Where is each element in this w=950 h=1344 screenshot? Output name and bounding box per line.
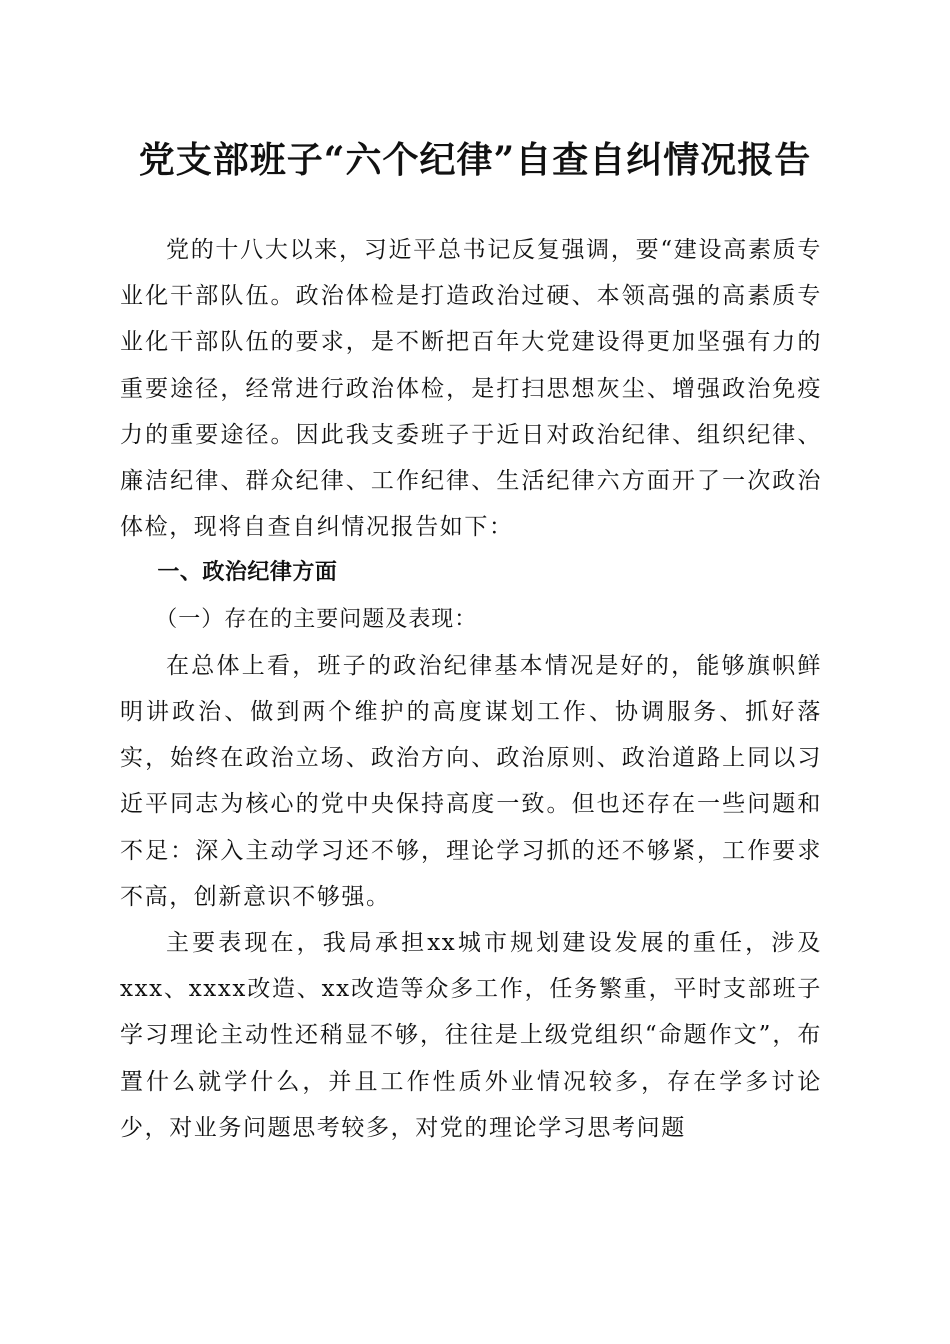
section1-paragraph-overview: 在总体上看，班子的政治纪律基本情况是好的，能够旗帜鲜明讲政治、做到两个维护的高度谋划工作、协调服务、抓好落实，始终在政治立场、政治方向、政治原则、政治道路上同以习近平同志为核心的党中央保持高度一致。但也还存在一些问题和不足：深入主动学习还不够，理论学习抓的还不够紧，工作要求不高，创新意识不够强。 (120, 652, 822, 910)
document-body (120, 227, 822, 1151)
intro-paragraph: 党的十八大以来，习近平总书记反复强调，要“建设高素质专业化干部队伍。政治体检是打造政治过硬、本领高强的高素质专业化干部队伍的要求，是不断把百年大党建设得更加坚强有力的重要途径，经常进行政治体检，是打扫思想灰尘、增强政治免疫力的重要途径。因此我支委班子于近日对政治纪律、组织纪律、廉洁纪律、群众纪律、工作纪律、生活纪律六方面开了一次政治体检，现将自查自纠情况报告如下： (120, 237, 822, 541)
section1-paragraph-manifestations: 主要表现在，我局承担xx城市规划建设发展的重任，涉及xxx、xxxx改造、xx改造等众多工作，任务繁重，平时支部班子学习理论主动性还稍显不够，往往是上级党组织“命题作文”，布置什么就学什么，并且工作性质外业情况较多，存在学多讨论少，对业务问题思考较多，对党的理论学习思考问题 (120, 930, 822, 1141)
subsection-heading-main-problems: （一）存在的主要问题及表现： (155, 606, 478, 632)
document-title: 党支部班子“六个纪律”自查自纠情况报告 (138, 139, 812, 181)
section-heading-political-discipline: 一、政治纪律方面 (157, 560, 338, 586)
